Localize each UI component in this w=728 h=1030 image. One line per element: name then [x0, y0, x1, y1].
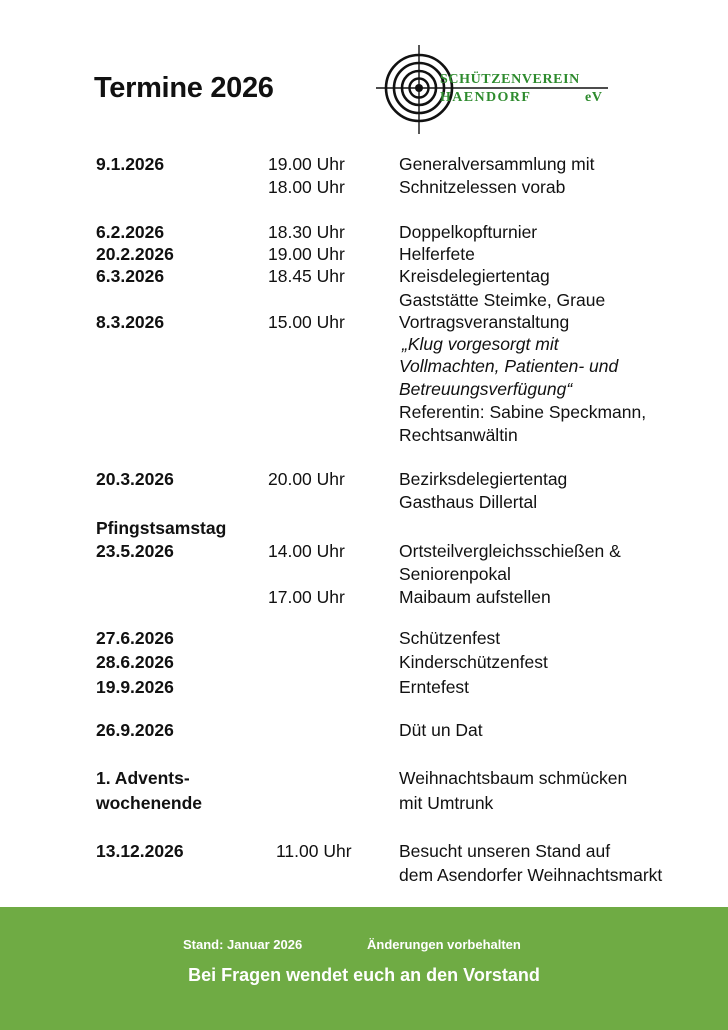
event-location: Gaststätte Steimke, Graue: [399, 290, 606, 310]
logo-town-name: HAENDORF: [440, 90, 532, 105]
event-description: Maibaum aufstellen: [399, 587, 551, 607]
target-crosshair-icon: [374, 42, 614, 136]
event-time: 14.00 Uhr: [268, 541, 345, 561]
event-date: 13.12.2026: [96, 841, 184, 861]
event-description: Seniorenpokal: [399, 564, 511, 584]
club-logo: [374, 42, 614, 136]
event-description: Bezirksdelegiertentag: [399, 469, 568, 489]
event-date: 28.6.2026: [96, 652, 174, 672]
event-speaker: Referentin: Sabine Speckmann,: [399, 402, 647, 422]
event-date: 19.9.2026: [96, 677, 174, 697]
event-time: 18.30 Uhr: [268, 222, 345, 242]
event-description: Kinderschützenfest: [399, 652, 548, 672]
event-date: 1. Advents-: [96, 768, 190, 788]
event-date: 8.3.2026: [96, 312, 165, 332]
event-date: 6.3.2026: [96, 266, 165, 286]
event-date: 27.6.2026: [96, 628, 174, 648]
event-date-label: Pfingstsamstag: [96, 518, 227, 538]
event-description: Schützenfest: [399, 628, 501, 648]
event-time: 18.45 Uhr: [268, 266, 345, 286]
event-time: 19.00 Uhr: [268, 244, 345, 264]
event-description: Besucht unseren Stand auf: [399, 841, 611, 861]
footer-banner: [0, 907, 728, 1030]
event-description: Schnitzelessen vorab: [399, 177, 566, 197]
event-description: Weihnachtsbaum schmücken: [399, 768, 628, 788]
event-lecture-title: Betreuungsverfügung“: [399, 379, 573, 399]
event-description: mit Umtrunk: [399, 793, 494, 813]
event-description: Düt un Dat: [399, 720, 483, 740]
footer-contact-note: Bei Fragen wendet euch an den Vorstand: [188, 965, 540, 985]
event-description: Helferfete: [399, 244, 475, 264]
page-title: Termine 2026: [94, 72, 274, 104]
logo-club-name: SCHÜTZENVEREIN: [440, 72, 580, 87]
event-speaker: Rechtsanwältin: [399, 425, 518, 445]
event-date: 6.2.2026: [96, 222, 165, 242]
event-location: Gasthaus Dillertal: [399, 492, 538, 512]
event-date: 9.1.2026: [96, 154, 165, 174]
event-description: Ortsteilvergleichsschießen &: [399, 541, 621, 561]
logo-ev: eV: [585, 90, 603, 105]
event-description: dem Asendorfer Weihnachtsmarkt: [399, 865, 663, 885]
event-time: 18.00 Uhr: [268, 177, 345, 197]
event-time: 20.00 Uhr: [268, 469, 345, 489]
event-description: Erntefest: [399, 677, 470, 697]
event-date: wochenende: [96, 793, 202, 813]
event-time: 11.00 Uhr: [276, 841, 352, 861]
event-date: 26.9.2026: [96, 720, 174, 740]
event-time: 17.00 Uhr: [268, 587, 345, 607]
event-date: 23.5.2026: [96, 541, 174, 561]
event-date: 20.3.2026: [96, 469, 174, 489]
event-description: Kreisdelegiertentag: [399, 266, 550, 286]
event-description: Doppelkopfturnier: [399, 222, 538, 242]
footer-disclaimer: Änderungen vorbehalten: [367, 937, 521, 952]
event-time: 19.00 Uhr: [268, 154, 345, 174]
event-lecture-title: Vollmachten, Patienten- und: [399, 356, 619, 376]
event-description: Vortragsveranstaltung: [399, 312, 570, 332]
footer-status-date: Stand: Januar 2026: [183, 937, 303, 952]
event-description: Generalversammlung mit: [399, 154, 595, 174]
event-date: 20.2.2026: [96, 244, 174, 264]
event-lecture-title: „Klug vorgesorgt mit: [402, 334, 559, 354]
event-time: 15.00 Uhr: [268, 312, 345, 332]
